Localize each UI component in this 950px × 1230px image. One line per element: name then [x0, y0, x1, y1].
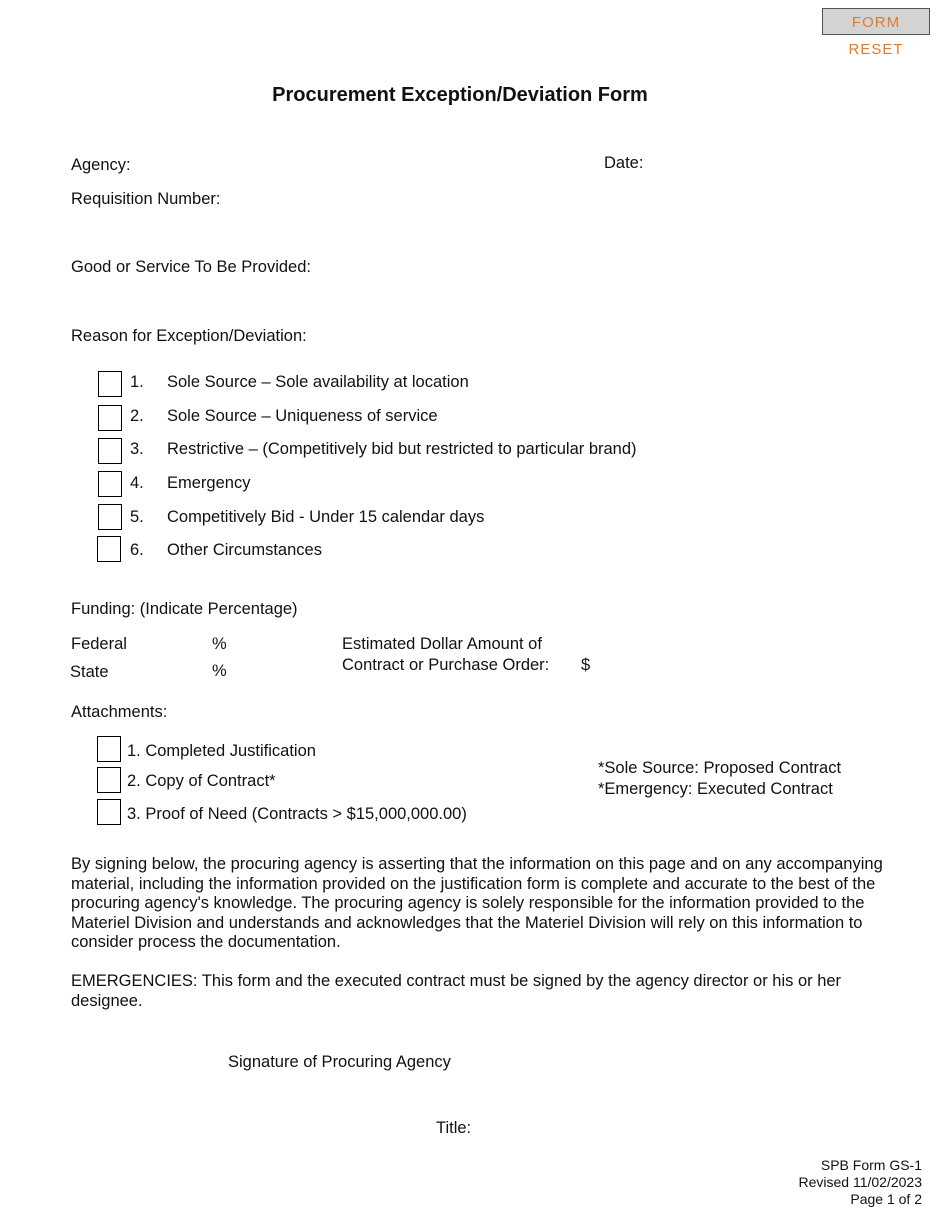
attachment-label: 1. Completed Justification — [127, 742, 316, 760]
page-title: Procurement Exception/Deviation Form — [272, 84, 648, 106]
attachment-label: 2. Copy of Contract* — [127, 772, 276, 790]
page-number: Page 1 of 2 — [850, 1191, 922, 1207]
reason-label: Competitively Bid - Under 15 calendar days — [167, 508, 485, 526]
emergencies-statement: EMERGENCIES: This form and the executed contract must be signed by the agency director or his or her designee. — [71, 972, 842, 1010]
reason-number: 3. — [130, 440, 144, 458]
form-footer — [799, 1157, 923, 1208]
form-reset-button[interactable]: FORM RESET — [822, 8, 930, 35]
reason-checkbox-5[interactable] — [98, 504, 122, 530]
attachment-checkbox-3[interactable] — [97, 799, 121, 825]
federal-percent-sign: % — [212, 635, 227, 653]
certification-statement: By signing below, the procuring agency is asserting that the information on this page and on any accompanying material, including the information provided on the justification form is complete and accurate to the best of the procuring agency's knowledge. The procuring agency is solely responsible for the information provided to the Materiel Division and understands and acknowledges that the Materiel Division will rely on this information to consider process the documentation. — [71, 855, 883, 952]
reason-label: Sole Source – Uniqueness of service — [167, 407, 438, 425]
signature-label: Signature of Procuring Agency — [228, 1053, 451, 1071]
reason-checkbox-2[interactable] — [98, 405, 122, 431]
attachment-checkbox-1[interactable] — [97, 736, 121, 762]
agency-label: Agency: — [71, 156, 131, 174]
reason-label: Other Circumstances — [167, 541, 322, 559]
reason-number: 2. — [130, 407, 144, 425]
form-number: SPB Form GS-1 — [820, 1157, 922, 1173]
funding-heading: Funding: (Indicate Percentage) — [71, 600, 298, 618]
reason-label: Sole Source – Sole availability at location — [167, 373, 469, 391]
date-label: Date: — [604, 154, 644, 172]
requisition-number-label: Requisition Number: — [71, 190, 221, 208]
reason-checkbox-3[interactable] — [98, 438, 122, 464]
reason-checkbox-1[interactable] — [98, 371, 122, 397]
reason-number: 5. — [130, 508, 144, 526]
reason-label: Restrictive – (Competitively bid but restricted to particular brand) — [167, 440, 637, 458]
reason-checkbox-6[interactable] — [97, 536, 121, 562]
state-percent-sign: % — [212, 662, 227, 680]
reason-heading: Reason for Exception/Deviation: — [71, 327, 307, 345]
revision-date: Revised 11/02/2023 — [798, 1174, 922, 1190]
attachment-checkbox-2[interactable] — [97, 767, 121, 793]
reason-number: 1. — [130, 373, 144, 391]
reason-number: 4. — [130, 474, 144, 492]
state-label: State — [70, 663, 109, 681]
attachments-heading: Attachments: — [71, 703, 168, 721]
estimated-amount-label-line2: Contract or Purchase Order: — [342, 656, 550, 674]
reason-number: 6. — [130, 541, 144, 559]
federal-label: Federal — [71, 635, 127, 653]
reason-label: Emergency — [167, 474, 251, 492]
dollar-sign: $ — [581, 656, 591, 674]
reason-checkbox-4[interactable] — [98, 471, 122, 497]
attachment-label: 3. Proof of Need (Contracts > $15,000,000.00) — [127, 805, 467, 823]
good-or-service-label: Good or Service To Be Provided: — [71, 258, 311, 276]
estimated-amount-label-line1: Estimated Dollar Amount of — [342, 635, 542, 653]
attachment-note-emergency: *Emergency: Executed Contract — [598, 780, 833, 798]
attachment-note-sole-source: *Sole Source: Proposed Contract — [598, 759, 842, 777]
title-label: Title: — [436, 1119, 472, 1137]
